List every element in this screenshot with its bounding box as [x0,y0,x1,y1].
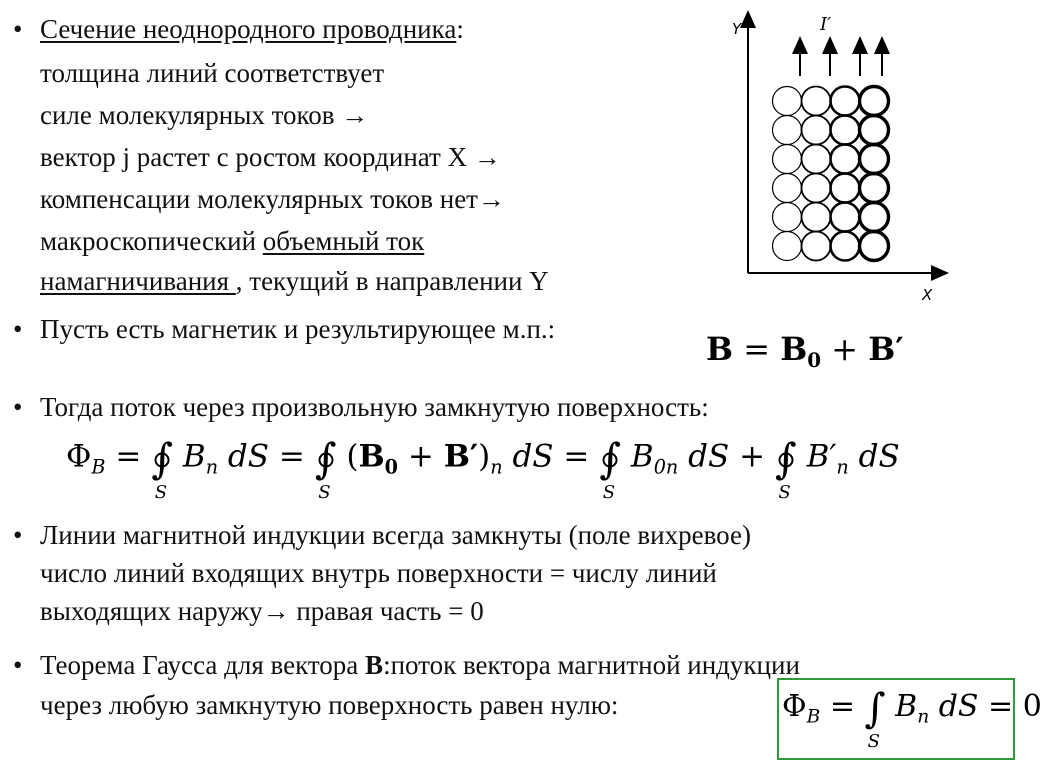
g-phi-sub: B [806,706,821,728]
b5-bold-b: B [365,650,384,680]
b-eq: = [733,330,781,368]
paren-close: ) [478,438,491,475]
molecular-current-loop [831,87,860,116]
term4-sub: n [836,455,849,479]
line7-text: , текущий в направлении Y [235,266,549,296]
term3: B [630,438,654,475]
bullet1-line2: толщина линий соответствует [40,58,385,88]
g-b: B [895,688,918,724]
b-plus: + [821,330,869,368]
g-integral: ∫ S [864,684,886,752]
conductor-diagram [726,8,956,308]
molecular-current-loop [860,87,889,116]
bullet-mark-4: • [13,520,23,550]
bprime-symbol: B′ [868,330,904,368]
b0-symbol: B [780,330,808,368]
bullet3-text: Тогда поток через произвольную замкнутую поверхность: [40,392,709,422]
g-ds: dS [929,688,979,724]
bold-b0-sub: 0 [384,455,399,479]
surface-label-1: S [154,481,168,503]
contour-integral-2: ∫ S [314,434,337,503]
bullet5-line2: через любую замкнутую поверхность равен нулю: [40,690,619,720]
molecular-current-loop [831,232,860,261]
paren-open: ( [346,438,359,475]
paren-sub: n [490,455,503,479]
bullet2-text: Пусть есть магнетик и результирующее м.п.: [40,314,556,344]
bullet1-line4: вектор j растет с ростом координат X → [40,142,501,172]
section-heading: Сечение неоднородного проводника [40,14,457,44]
molecular-currents [773,87,889,261]
line7-underlined: намагничивания [40,266,236,296]
contour-integral-3: ∫ S [599,434,622,503]
current-label: I′ [820,14,832,35]
g-phi: Φ [782,688,807,724]
b5-text-b: :поток вектора магнитной индукции [383,650,800,680]
contour-integral-4: ∫ S [774,434,797,503]
b5-text-a: Теорема Гаусса для вектора [40,650,366,680]
plus-inner: + [398,438,444,475]
formula-flux [66,434,900,503]
term1-sub: n [205,455,219,479]
y-axis-label: Y [732,20,742,38]
molecular-current-loop [773,87,802,116]
molecular-current-loop [773,203,802,232]
x-axis-label: X [922,286,933,304]
term4: B′ [806,438,837,475]
bullet-mark-1: • [13,14,23,44]
ds2: dS [502,438,554,475]
heading-colon: : [456,14,464,44]
term3-sub: 0n [653,455,679,479]
molecular-current-loop [802,174,831,203]
formula-gauss [782,684,1042,752]
line6-text: макроскопический [40,226,263,256]
contour-integral-1: ∫ S [151,434,174,503]
b0-subscript: 0 [807,347,822,372]
bullet4-line1: Линии магнитной индукции всегда замкнуты (поле вихревое) [40,520,751,550]
ds4: dS [848,438,900,475]
molecular-current-loop [831,145,860,174]
phi-subscript: B [91,455,106,479]
molecular-current-loop [773,116,802,145]
ds3: dS [678,438,730,475]
bullet-mark-2: • [13,314,23,344]
molecular-current-loop [773,174,802,203]
molecular-current-loop [773,232,802,261]
molecular-current-loop [773,145,802,174]
bold-bprime: B′ [443,438,479,475]
g-eq: = [820,688,865,724]
formula-b-sum [706,330,904,372]
bullet1-line5: компенсации молекулярных токов нет→ [40,184,505,214]
surface-label-4: S [778,481,791,503]
molecular-current-loop [860,145,889,174]
molecular-current-loop [860,203,889,232]
line6-underlined: объемный ток [262,226,425,256]
bullet1-line6 [40,224,424,258]
molecular-current-loop [802,203,831,232]
b-symbol: B [706,330,734,368]
bullet1-line1 [40,12,464,46]
molecular-current-loop [802,232,831,261]
bullet1-line7 [40,264,549,298]
molecular-current-loop [831,116,860,145]
molecular-current-loop [831,174,860,203]
molecular-current-loop [860,174,889,203]
eq3: = [553,438,600,475]
term1: B [182,438,206,475]
g-b-sub: n [917,706,930,728]
plus-outer: + [729,438,775,475]
g-zero: = 0 [978,688,1042,724]
surface-label-2: S [318,481,331,503]
eq1: = [105,438,152,475]
bold-b0: B [358,438,385,475]
eq2: = [269,438,315,475]
bullet4-line2: число линий входящих внутрь поверхности = числу линий [40,558,717,588]
molecular-current-loop [802,145,831,174]
molecular-current-loop [860,116,889,145]
ds1: dS [218,438,269,475]
g-surface: S [867,730,880,752]
bullet-mark-5: • [13,650,23,680]
surface-label-3: S [602,481,616,503]
molecular-current-loop [802,87,831,116]
bullet-mark-3: • [13,392,23,422]
molecular-current-loop [860,232,889,261]
phi-symbol: Φ [66,438,92,475]
bullet1-line3: силе молекулярных токов → [40,100,369,130]
molecular-current-loop [831,203,860,232]
molecular-current-loop [802,116,831,145]
bullet5-line1 [40,648,800,682]
bullet4-line3: выходящих наружу→ правая часть = 0 [40,596,484,626]
